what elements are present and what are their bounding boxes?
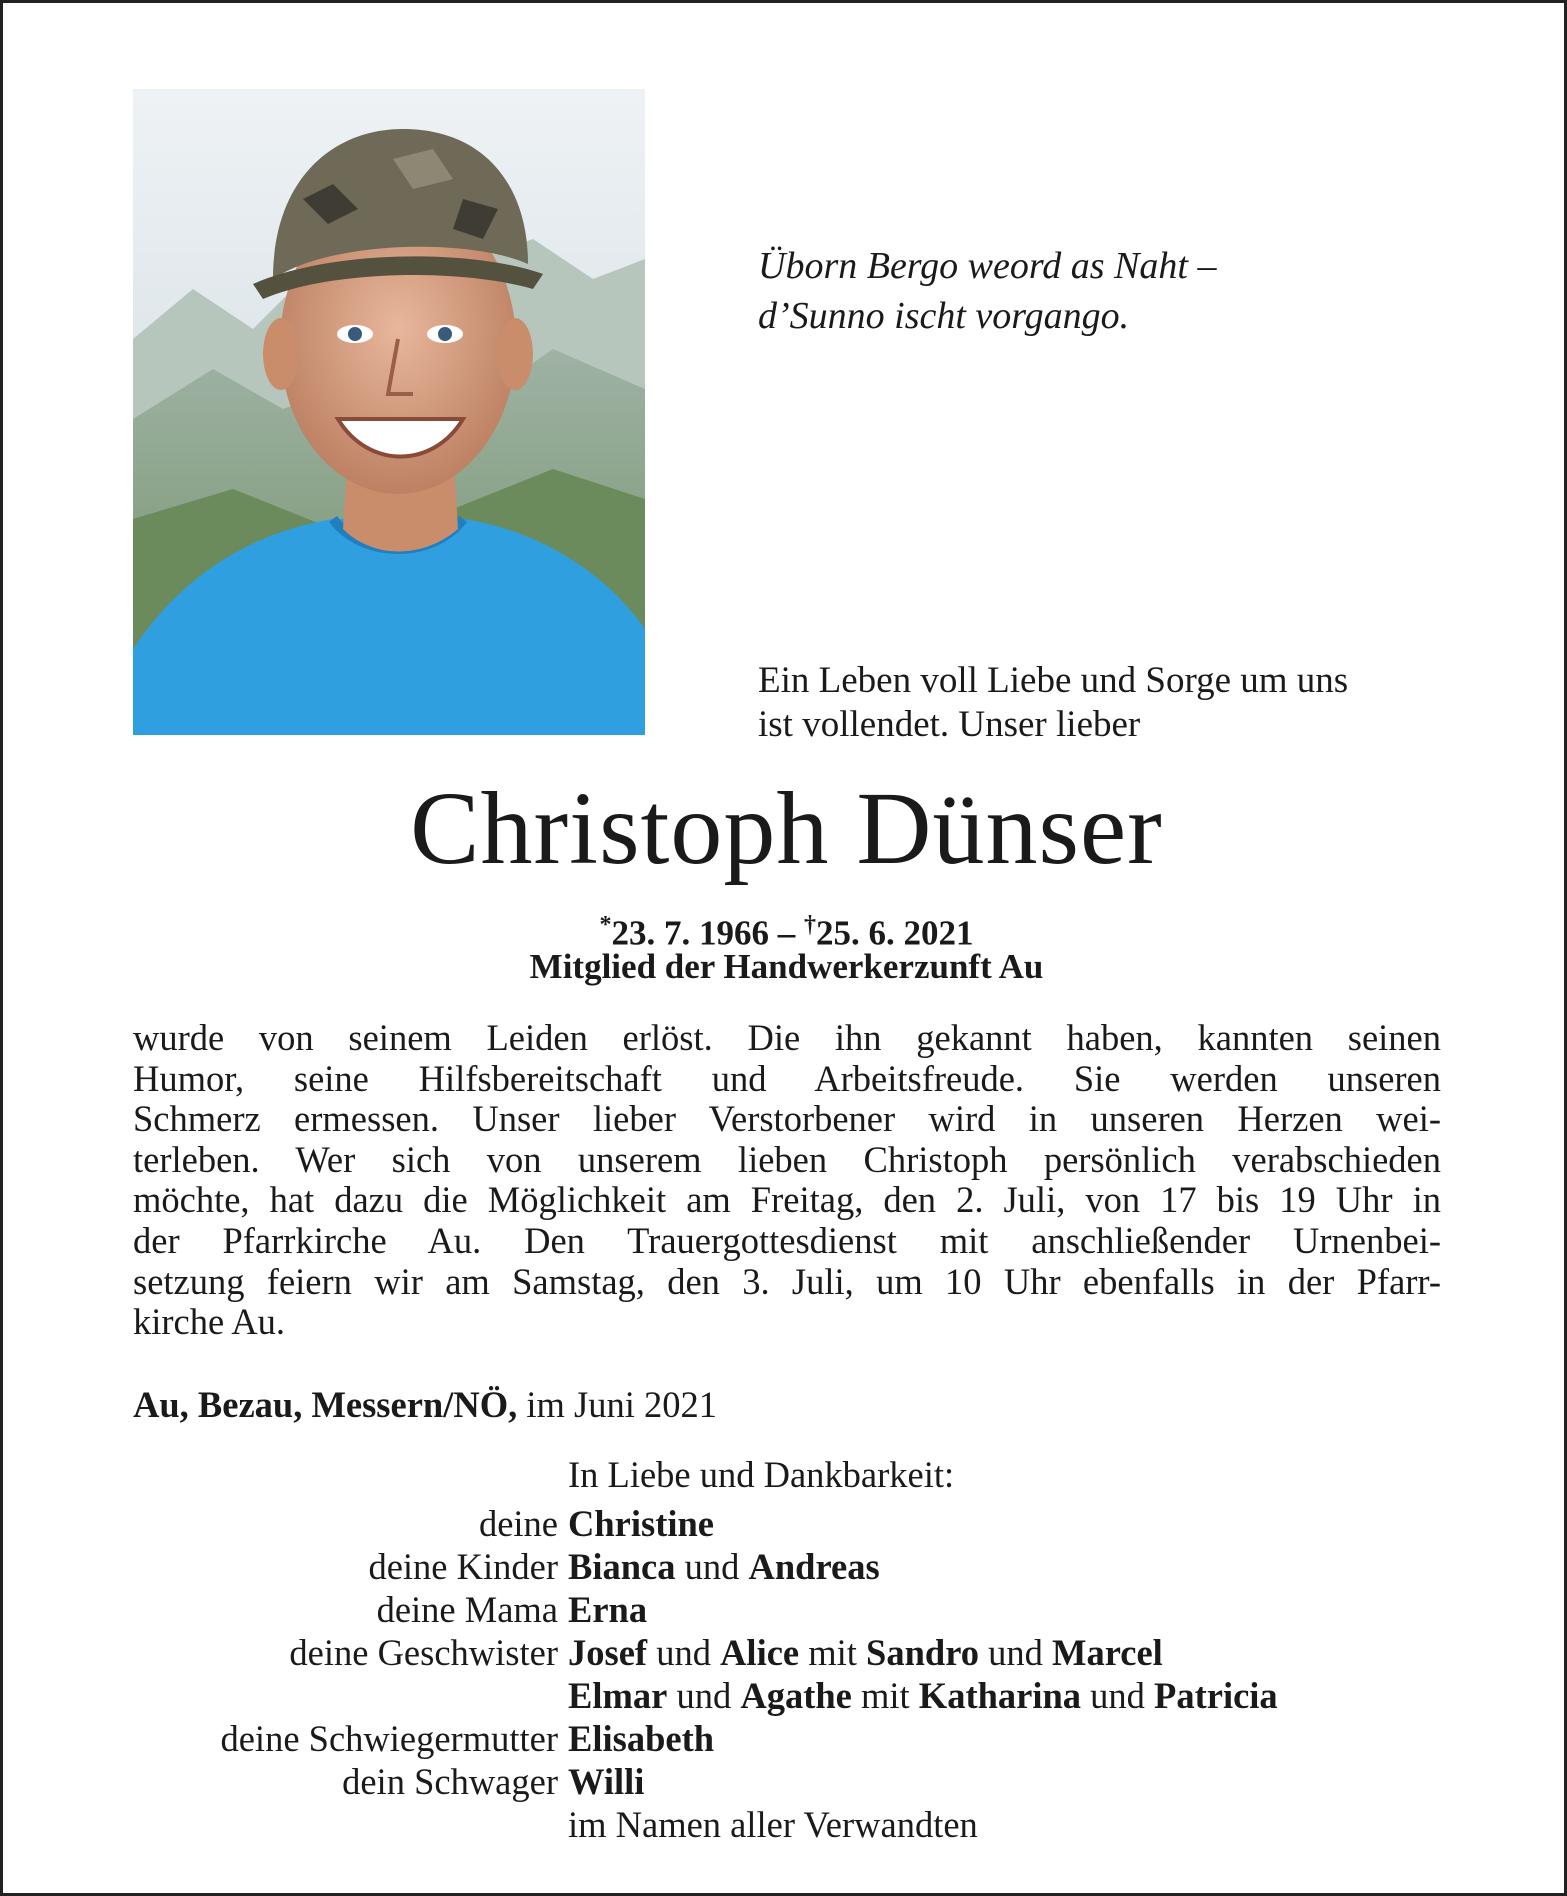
relative-names xyxy=(568,1718,714,1760)
relative-name: Patricia xyxy=(1154,1675,1278,1716)
relation-label: deine xyxy=(478,1503,558,1544)
relation-label: deine Geschwister xyxy=(289,1632,558,1673)
relative-name: Marcel xyxy=(1052,1632,1163,1673)
relative-names xyxy=(568,1804,978,1846)
relative-name: Alice xyxy=(720,1632,800,1673)
relative-names xyxy=(568,1546,880,1588)
relative-name: Bianca xyxy=(568,1546,676,1587)
relative-name: Erna xyxy=(568,1589,648,1630)
connector-text: und xyxy=(979,1632,1052,1673)
connector-text: mit xyxy=(799,1632,867,1673)
relative-name: Sandro xyxy=(866,1632,979,1673)
portrait-photo xyxy=(133,89,645,735)
body-line: wurde von seinem Leiden erlöst. Die ihn gekannt haben, kannten seinen xyxy=(133,1017,1441,1058)
relative-names xyxy=(568,1675,1278,1717)
family-row xyxy=(3,1589,1567,1631)
thanks-line: In Liebe und Dankbarkeit: xyxy=(568,1454,955,1495)
body-line: kirche Au. xyxy=(133,1301,286,1343)
family-row xyxy=(3,1632,1567,1674)
relative-name: Katharina xyxy=(918,1675,1082,1716)
place-date-line xyxy=(133,1383,717,1427)
relation-label: deine Mama xyxy=(376,1589,558,1630)
relative-name: Christine xyxy=(568,1503,714,1544)
intro-text xyxy=(758,659,1478,747)
relative-name: Willi xyxy=(568,1761,645,1802)
intro-line: ist vollendet. Unser lieber xyxy=(758,704,1141,745)
relative-name: Agathe xyxy=(740,1675,852,1716)
body-line: setzung feiern wir am Samstag, den 3. Juli, um 10 Uhr ebenfalls in der Pfarr- xyxy=(133,1260,1441,1302)
death-symbol: † xyxy=(804,912,816,938)
body-line: möchte, hat dazu die Möglichkeit am Freitag, den 2. Juli, von 17 bis 19 Uhr in xyxy=(133,1179,1441,1221)
intro-line: Ein Leben voll Liebe und Sorge um uns xyxy=(758,660,1349,701)
date-separator: – xyxy=(769,913,804,953)
birth-date: 23. 7. 1966 xyxy=(611,913,769,953)
relation-label: deine Kinder xyxy=(368,1546,558,1587)
place-date: im Juni 2021 xyxy=(526,1384,717,1425)
death-date: 25. 6. 2021 xyxy=(816,913,974,953)
family-row xyxy=(3,1675,1567,1717)
relative-name: Elmar xyxy=(568,1675,668,1716)
body-line: Humor, seine Hilfsbereitschaft und Arbeitsfreude. Sie werden unseren xyxy=(133,1057,1441,1099)
birth-symbol: * xyxy=(599,912,612,938)
relative-names xyxy=(568,1589,647,1631)
relative-names xyxy=(568,1632,1163,1674)
places: Au, Bezau, Messern/NÖ, xyxy=(133,1384,518,1425)
body-line: Schmerz ermessen. Unser lieber Verstorbener wird in unseren Herzen wei- xyxy=(133,1098,1441,1140)
motto-line: d’Sunno ischt vorgango. xyxy=(758,295,1130,337)
relative-name: Andreas xyxy=(748,1546,880,1587)
motto-verse xyxy=(758,241,1478,341)
connector-text: und xyxy=(647,1632,721,1673)
body-line: der Pfarrkirche Au. Den Trauergottesdienst mit anschließender Urnenbei- xyxy=(133,1219,1441,1261)
relative-name: Elisabeth xyxy=(568,1718,715,1759)
relation-label: deine Schwiegermutter xyxy=(220,1718,558,1759)
connector-text: und xyxy=(667,1675,741,1716)
connector-text: im Namen aller Verwandten xyxy=(568,1804,978,1845)
relation-label: dein Schwager xyxy=(342,1761,558,1802)
motto-line: Üborn Bergo weord as Naht – xyxy=(758,245,1217,287)
relative-names xyxy=(568,1761,644,1803)
relative-name: Josef xyxy=(568,1632,648,1673)
family-row xyxy=(3,1546,1567,1588)
connector-text: und xyxy=(1081,1675,1155,1716)
connector-text: und xyxy=(675,1546,749,1587)
family-row xyxy=(3,1503,1567,1545)
deceased-name: Christoph Dünser xyxy=(410,771,1163,886)
membership-line: Mitglied der Handwerkerzunft Au xyxy=(529,947,1044,986)
relative-names xyxy=(568,1503,714,1545)
connector-text: mit xyxy=(851,1675,919,1716)
family-row xyxy=(3,1761,1567,1803)
obituary-body xyxy=(133,1018,1441,1343)
family-row xyxy=(3,1804,1567,1846)
body-line: terleben. Wer sich von unserem lieben Christoph persönlich verabschieden xyxy=(133,1138,1441,1180)
family-row xyxy=(3,1718,1567,1760)
